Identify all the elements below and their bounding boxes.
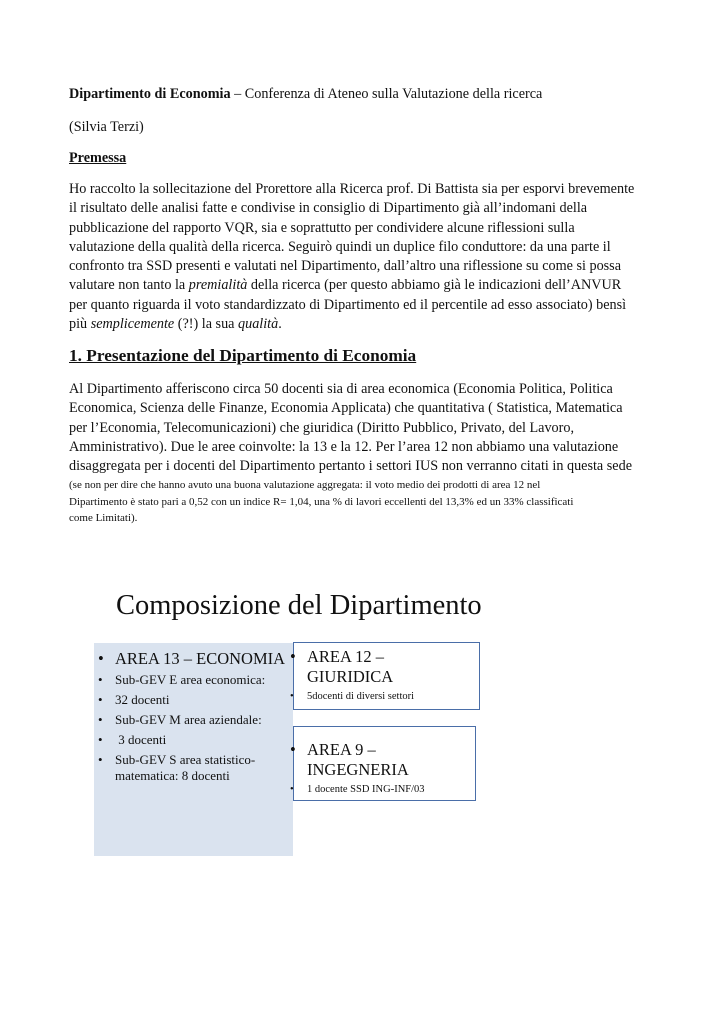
paragraph-line: Economica, Scienza delle Finanze, Economia Applicata) che quantitativa ( Statistica, Matematica — [69, 400, 623, 417]
paragraph-line: pubblicazione del rapporto VQR, sia e soprattutto per condividere alcune riflessioni sulla — [69, 219, 575, 236]
section-paragraph — [69, 380, 669, 476]
list-item: • Sub-GEV M area aziendale: — [115, 710, 285, 730]
bullet-icon: • — [98, 732, 103, 747]
conference-title: – Conferenza di Ateneo sulla Valutazione della ricerca — [230, 86, 543, 102]
bullet-icon: • — [98, 649, 104, 668]
bullet-icon: • — [98, 692, 103, 707]
slide-title: Composizione del Dipartimento — [116, 590, 482, 621]
area9-list — [290, 740, 425, 800]
bullet-icon: • — [98, 752, 103, 767]
bullet-icon: • — [98, 672, 103, 687]
note-line: (se non per dire che hanno avuto una buona valutazione aggregata: il voto medio dei prodotti di area 12 nel — [69, 479, 541, 491]
list-item: • 32 docenti — [115, 690, 285, 710]
note-line: come Limitati). — [69, 512, 138, 524]
paragraph-line: più semplicemente (?!) la sua qualità. — [69, 316, 282, 333]
list-item: • 3 docenti — [115, 730, 285, 750]
bullet-icon: • — [290, 691, 294, 702]
paragraph-line: per l’Economia, Telecomunicazioni) che giuridica (Diritto Pubblico, Privato, del Lavoro, — [69, 419, 575, 436]
paragraph-line: Al Dipartimento afferiscono circa 50 docenti sia di area economica (Economia Politica, Politica — [69, 381, 613, 397]
paragraph-line: il risultato delle analisi fatte e condivise in consiglio di Dipartimento già all’indomani della — [69, 200, 588, 217]
paragraph-line: valutazione della qualità della ricerca. Seguirò quindi un duplice filo conduttore: da una parte il — [69, 238, 611, 255]
area9-sub: • 1 docente SSD ING-INF/03 — [307, 780, 425, 800]
list-item: • Sub-GEV E area economica: — [115, 670, 285, 690]
document-title — [69, 86, 542, 103]
area13-list — [98, 648, 286, 784]
premessa-heading: Premessa — [69, 150, 127, 166]
area9-heading: • AREA 9 – INGEGNERIA — [290, 740, 409, 779]
bullet-icon: • — [290, 784, 294, 795]
italic-qualita: qualità — [238, 316, 279, 333]
author-name: (Silvia Terzi) — [69, 119, 144, 135]
bullet-icon: • — [98, 712, 103, 727]
premessa-paragraph — [69, 180, 669, 334]
note-line: Dipartimento è stato pari a 0,52 con un indice R= 1,04, una % di lavori eccellenti del 13,3% ed un 33% classificati — [69, 495, 574, 508]
paragraph-line: valutare non tanto la premialità della ricerca (per questo abbiamo già le indicazioni dell’ANVUR — [69, 277, 622, 294]
area13-heading: • AREA 13 – ECONOMIA — [98, 649, 286, 668]
area12-list — [290, 647, 415, 707]
paragraph-line: Amministrativo). Due le aree coinvolte: la 13 e la 12. Per l’area 12 non abbiamo una valutazione — [69, 438, 619, 455]
section-heading: 1. Presentazione del Dipartimento di Economia — [69, 346, 417, 365]
paragraph-line: disaggregata per i docenti del Dipartimento pertanto i settori IUS non verranno citati in questa sede — [69, 458, 632, 475]
italic-premialita: premialità — [188, 277, 248, 294]
italic-semplicemente: semplicemente — [90, 316, 175, 333]
paragraph-line: confronto tra SSD presenti e valutati nel Dipartimento, dall’altro una riflessione su come si possa — [69, 258, 621, 275]
list-item: • Sub-GEV S area statistico- matematica: 8 docenti — [98, 752, 256, 783]
paragraph-line: Ho raccolto la sollecitazione del Prorettore alla Ricerca prof. Di Battista sia per esporvi brevemente — [69, 181, 635, 197]
area12-sub: • 5docenti di diversi settori — [307, 687, 414, 707]
paragraph-line: per quanto riguarda il voto standardizzato di Dipartimento ed il percentile ad esso associato) bensì — [69, 296, 627, 313]
area12-heading: • AREA 12 – GIURIDICA — [290, 647, 394, 686]
bullet-icon: • — [290, 740, 296, 759]
section-note — [69, 477, 573, 527]
bullet-icon: • — [290, 647, 296, 666]
department-name: Dipartimento di Economia — [69, 86, 231, 102]
